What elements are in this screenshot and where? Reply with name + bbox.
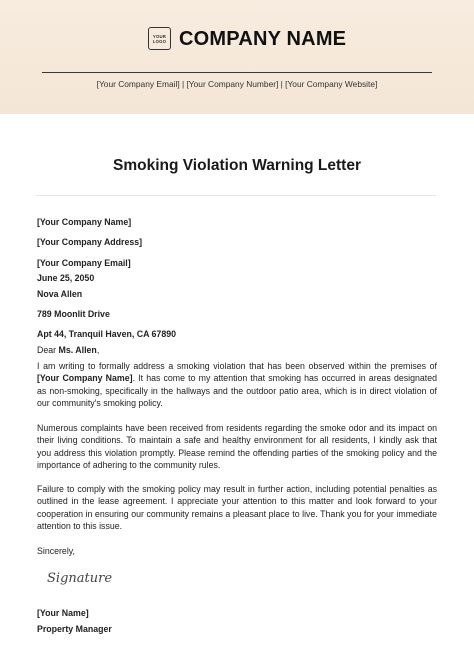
letterhead (0, 0, 474, 114)
recipient-street: 789 Moonlit Drive (37, 309, 110, 319)
paragraph-2: Numerous complaints have been received from residents regarding the smoke odor and its impact on their living conditions. To maintain a safe and healthy environment for all residents, I kindly ask that you address this violation promptly. Please remind the offending parties of the smoking policy and the importance of adhering to the community rules. (37, 423, 437, 471)
salutation-suffix: , (96, 345, 100, 355)
logo-placeholder (148, 27, 171, 50)
paragraph-1-start: I am writing to formally address a smoking violation that has been observed within the premises of (37, 361, 437, 371)
paragraph-1-end: . It has come to my attention that smoking has occurred in areas designated as non-smoking, specifically in the hallways and the outdoor patio area, which is in direct violation of our community's smoking policy. (37, 373, 437, 409)
signer-name: [Your Name] (37, 608, 89, 618)
sender-company-email: [Your Company Email] (37, 258, 131, 268)
logo-text-line1: YOUR (152, 33, 167, 39)
sender-company-name: [Your Company Name] (37, 217, 132, 227)
sender-company-address: [Your Company Address] (37, 237, 143, 247)
company-name: COMPANY NAME (179, 27, 347, 50)
closing: Sincerely, (37, 546, 75, 556)
title-divider (36, 195, 436, 196)
paragraph-1 (37, 360, 437, 410)
logo-text-line2: LOGO (152, 38, 167, 44)
signature: Signature (47, 571, 113, 586)
recipient-name: Nova Allen (37, 289, 83, 299)
signer-title: Property Manager (37, 624, 112, 634)
paragraph-3: Failure to comply with the smoking policy may result in further action, including potential penalties as outlined in the lease agreement. I appreciate your attention to this matter and look forward to your cooperation in ensuring our community remains a pleasant place to live. Thank you for your immediate attention to this issue. (37, 484, 437, 532)
letter-date: June 25, 2050 (37, 273, 95, 283)
brand (148, 26, 346, 51)
company-contact-line: [Your Company Email] | [Your Company Number] | [Your Company Website] (96, 79, 378, 89)
salutation-prefix: Dear (37, 345, 59, 355)
salutation-name: Ms. Allen (58, 345, 97, 355)
header-divider (42, 72, 432, 73)
recipient-city: Apt 44, Tranquil Haven, CA 67890 (37, 329, 177, 339)
letter-title: Smoking Violation Warning Letter (112, 157, 361, 174)
paragraph-1-company: [Your Company Name] (37, 373, 133, 384)
salutation (37, 344, 437, 356)
